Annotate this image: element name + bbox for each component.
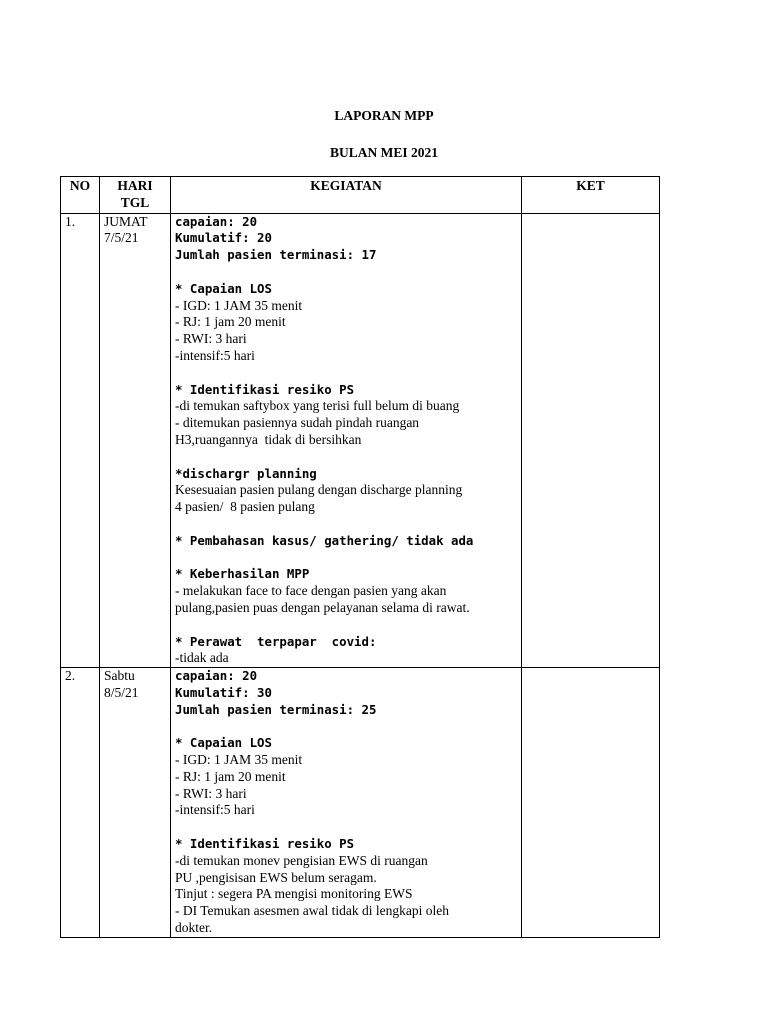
- ps-item: -di temukan saftybox yang terisi full belum di buang: [175, 398, 460, 414]
- terminasi-text: Jumlah pasien terminasi: 17: [175, 247, 377, 263]
- los-heading: * Capaian LOS: [175, 280, 272, 296]
- los-item: -intensif:5 hari: [175, 802, 255, 818]
- kumulatif-text: Kumulatif: 20: [175, 230, 272, 246]
- los-item: -intensif:5 hari: [175, 347, 255, 363]
- ps-item: dokter.: [175, 920, 213, 936]
- discharge-item: Kesesuaian pasien pulang dengan discharge planning: [175, 482, 463, 498]
- row-day: JUMAT: [104, 213, 148, 229]
- document-subtitle: BULAN MEI 2021: [329, 145, 438, 160]
- ps-heading: * Identifikasi resiko PS: [175, 381, 355, 397]
- row-day-date: [100, 668, 171, 938]
- header-tgl: TGL: [120, 194, 150, 210]
- covid-heading: * Perawat terpapar covid:: [175, 633, 377, 649]
- header-kegiatan: KEGIATAN: [171, 177, 522, 214]
- keberhasilan-item: pulang,pasien puas dengan pelayanan selama di rawat.: [175, 599, 470, 615]
- capaian-text: capaian: 20: [175, 668, 258, 684]
- row-day: Sabtu: [104, 668, 135, 684]
- header-no: NO: [61, 177, 100, 214]
- ps-heading: * Identifikasi resiko PS: [175, 836, 355, 852]
- row-day-date: [100, 213, 171, 668]
- row-ket: [522, 213, 660, 668]
- discharge-item: 4 pasien/ 8 pasien pulang: [175, 499, 315, 515]
- los-item: - RWI: 3 hari: [175, 785, 247, 801]
- discharge-heading: *dischargr planning: [175, 465, 317, 481]
- table-header-row: [61, 177, 660, 214]
- header-hari: HARI: [117, 178, 153, 193]
- kumulatif-text: Kumulatif: 30: [175, 684, 272, 700]
- los-item: - RWI: 3 hari: [175, 331, 247, 347]
- los-item: - RJ: 1 jam 20 menit: [175, 314, 286, 330]
- pembahasan-text: * Pembahasan kasus/ gathering/ tidak ada: [175, 532, 474, 548]
- ps-item: H3,ruangannya tidak di bersihkan: [175, 431, 362, 447]
- ps-item: Tinjut : segera PA mengisi monitoring EWS: [175, 886, 413, 902]
- header-hari-tgl: [100, 177, 171, 214]
- row-number: 2.: [61, 668, 100, 938]
- los-item: - IGD: 1 JAM 35 menit: [175, 752, 303, 768]
- los-heading: * Capaian LOS: [175, 735, 272, 751]
- row-number: 1.: [61, 213, 100, 668]
- keberhasilan-item: - melakukan face to face dengan pasien yang akan: [175, 583, 447, 599]
- capaian-text: capaian: 20: [175, 213, 258, 229]
- table-row: [61, 213, 660, 668]
- ps-item: - ditemukan pasiennya sudah pindah ruangan: [175, 415, 420, 431]
- ps-item: - DI Temukan asesmen awal tidak di lengkapi oleh: [175, 903, 449, 919]
- header-ket: KET: [522, 177, 660, 214]
- row-ket: [522, 668, 660, 938]
- row-kegiatan: [171, 668, 522, 938]
- covid-item: -tidak ada: [175, 650, 229, 666]
- report-table: [60, 176, 660, 938]
- row-date: 7/5/21: [104, 230, 139, 246]
- terminasi-text: Jumlah pasien terminasi: 25: [175, 701, 377, 717]
- ps-item: PU ,pengisisan EWS belum seragam.: [175, 869, 377, 885]
- ps-item: -di temukan monev pengisian EWS di ruangan: [175, 852, 428, 868]
- keberhasilan-heading: * Keberhasilan MPP: [175, 566, 310, 582]
- row-kegiatan: [171, 213, 522, 668]
- table-row: [61, 668, 660, 938]
- los-item: - IGD: 1 JAM 35 menit: [175, 297, 303, 313]
- document-title: LAPORAN MPP: [334, 108, 434, 123]
- los-item: - RJ: 1 jam 20 menit: [175, 768, 286, 784]
- row-date: 8/5/21: [104, 684, 139, 700]
